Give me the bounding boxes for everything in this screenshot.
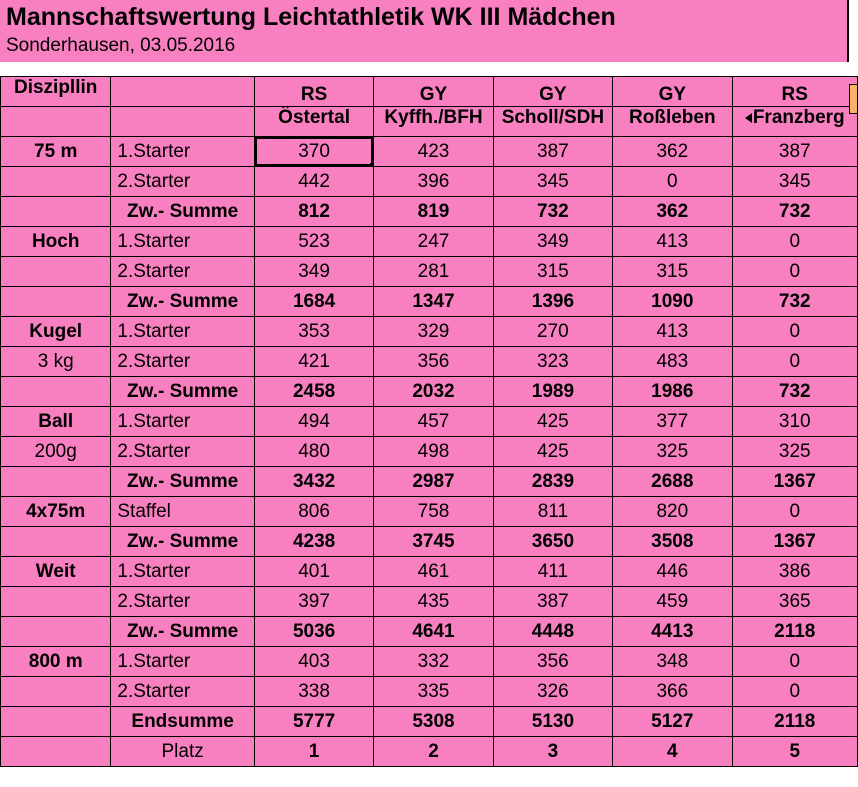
cell-value[interactable]: 326 [493, 677, 612, 707]
cell-value[interactable]: 1367 [732, 527, 858, 557]
cell-value[interactable]: 332 [374, 647, 493, 677]
cell-value[interactable]: 421 [254, 347, 373, 377]
cell-value[interactable]: 3650 [493, 527, 612, 557]
cell-value[interactable]: 498 [374, 437, 493, 467]
cell-value[interactable]: 310 [732, 407, 858, 437]
table-row [1, 437, 858, 467]
table-row [1, 347, 858, 377]
cell-value[interactable]: 403 [254, 647, 373, 677]
cell-value[interactable]: 377 [613, 407, 732, 437]
row-role-label: 1.Starter [111, 227, 255, 257]
results-table [0, 76, 858, 767]
cell-value[interactable]: 820 [613, 497, 732, 527]
cell-value[interactable]: 362 [613, 197, 732, 227]
cell-value[interactable]: 457 [374, 407, 493, 437]
row-role-label: Zw.- Summe [111, 467, 255, 497]
discipline-label: Kugel [1, 317, 111, 347]
cell-value[interactable]: 413 [613, 317, 732, 347]
cell-value[interactable]: 387 [493, 587, 612, 617]
cell-value[interactable]: 335 [374, 677, 493, 707]
cell-value[interactable]: 2032 [374, 377, 493, 407]
cell-value[interactable]: 435 [374, 587, 493, 617]
cell-value[interactable]: 247 [374, 227, 493, 257]
header-team-4-line2: Roßleben [613, 107, 732, 137]
row-role-label: Platz [111, 737, 255, 767]
discipline-label: Hoch [1, 227, 111, 257]
table-row [1, 407, 858, 437]
discipline-label [1, 527, 111, 557]
row-role-label: 1.Starter [111, 647, 255, 677]
cell-value[interactable]: 356 [374, 347, 493, 377]
page-title: Mannschaftswertung Leichtathletik WK III Mädchen [6, 3, 616, 31]
cell-value[interactable]: 2688 [613, 467, 732, 497]
row-role-label: 2.Starter [111, 167, 255, 197]
cell-value[interactable]: 425 [493, 407, 612, 437]
row-role-label: 1.Starter [111, 137, 255, 167]
header-team-3-line1: GY [493, 77, 612, 107]
cell-value[interactable]: 0 [732, 647, 858, 677]
cell-value[interactable]: 365 [732, 587, 858, 617]
cell-value[interactable]: 3508 [613, 527, 732, 557]
cell-value[interactable]: 329 [374, 317, 493, 347]
table-row [1, 167, 858, 197]
table-header-row-1 [1, 77, 858, 107]
cell-value[interactable]: 325 [732, 437, 858, 467]
cell-value[interactable]: 397 [254, 587, 373, 617]
discipline-label: 75 m [1, 137, 111, 167]
cell-value[interactable]: 2 [374, 737, 493, 767]
cell-value[interactable]: 3432 [254, 467, 373, 497]
page-subtitle: Sonderhausen, 03.05.2016 [6, 35, 236, 56]
cell-value[interactable]: 353 [254, 317, 373, 347]
cell-value[interactable]: 356 [493, 647, 612, 677]
discipline-label [1, 677, 111, 707]
spacer-row [0, 62, 858, 76]
cell-value[interactable]: 3745 [374, 527, 493, 557]
discipline-label: Weit [1, 557, 111, 587]
cell-value[interactable]: 413 [613, 227, 732, 257]
row-role-label: 1.Starter [111, 317, 255, 347]
header-team-1-line2: Östertal [254, 107, 373, 137]
cell-value[interactable]: 0 [613, 167, 732, 197]
cell-value[interactable]: 732 [732, 377, 858, 407]
header-role-blank-2 [111, 107, 255, 137]
cell-value[interactable]: 494 [254, 407, 373, 437]
discipline-label [1, 257, 111, 287]
cell-value[interactable]: 0 [732, 497, 858, 527]
cell-value[interactable]: 4238 [254, 527, 373, 557]
cell-value[interactable]: 461 [374, 557, 493, 587]
cell-value[interactable]: 5 [732, 737, 858, 767]
table-row [1, 257, 858, 287]
cell-value[interactable]: 2987 [374, 467, 493, 497]
table-row [1, 377, 858, 407]
table-row [1, 227, 858, 257]
table-body [1, 137, 858, 767]
cell-value[interactable]: 0 [732, 227, 858, 257]
cell-value[interactable]: 370 [254, 137, 373, 167]
cell-value[interactable]: 401 [254, 557, 373, 587]
discipline-label [1, 587, 111, 617]
row-role-label: Zw.- Summe [111, 617, 255, 647]
cell-value[interactable]: 819 [374, 197, 493, 227]
cell-value[interactable]: 806 [254, 497, 373, 527]
header-team-5-line2 [732, 107, 858, 137]
header-discipline-blank [1, 107, 111, 137]
row-role-label: 2.Starter [111, 677, 255, 707]
header-team-5-line1: RS [732, 77, 858, 107]
cell-value[interactable]: 5777 [254, 707, 373, 737]
row-role-label: 2.Starter [111, 587, 255, 617]
cell-value[interactable]: 4448 [493, 617, 612, 647]
discipline-label [1, 707, 111, 737]
discipline-label [1, 617, 111, 647]
cell-value[interactable]: 411 [493, 557, 612, 587]
discipline-label: 800 m [1, 647, 111, 677]
header-discipline: Diszipllin [1, 77, 111, 107]
cut-off-column-strip [849, 84, 858, 114]
cell-value[interactable]: 2458 [254, 377, 373, 407]
discipline-label [1, 377, 111, 407]
cell-value[interactable]: 758 [374, 497, 493, 527]
cell-value[interactable]: 0 [732, 347, 858, 377]
header-team-2-line1: GY [374, 77, 493, 107]
cell-value[interactable]: 1367 [732, 467, 858, 497]
table-row [1, 737, 858, 767]
row-role-label: Zw.- Summe [111, 377, 255, 407]
cell-value[interactable]: 812 [254, 197, 373, 227]
discipline-label [1, 467, 111, 497]
row-role-label: 1.Starter [111, 407, 255, 437]
cell-value[interactable]: 1347 [374, 287, 493, 317]
discipline-label [1, 737, 111, 767]
row-role-label: Zw.- Summe [111, 197, 255, 227]
cell-value[interactable]: 1986 [613, 377, 732, 407]
cell-value[interactable]: 732 [493, 197, 612, 227]
cell-value[interactable]: 315 [613, 257, 732, 287]
cell-value[interactable]: 2839 [493, 467, 612, 497]
discipline-label: 4x75m [1, 497, 111, 527]
row-role-label: Zw.- Summe [111, 287, 255, 317]
header-team-5-line2-text: Franzberg [752, 107, 845, 128]
table-row [1, 677, 858, 707]
cell-value[interactable]: 0 [732, 677, 858, 707]
cell-value[interactable]: 480 [254, 437, 373, 467]
cell-value[interactable]: 1 [254, 737, 373, 767]
table-row [1, 647, 858, 677]
cell-value[interactable]: 5127 [613, 707, 732, 737]
cell-value[interactable]: 362 [613, 137, 732, 167]
cell-value[interactable]: 2118 [732, 707, 858, 737]
cell-value[interactable]: 425 [493, 437, 612, 467]
cell-value[interactable]: 338 [254, 677, 373, 707]
cell-value[interactable]: 523 [254, 227, 373, 257]
cut-marker-icon [745, 113, 752, 123]
cell-value[interactable]: 345 [732, 167, 858, 197]
cell-value[interactable]: 387 [732, 137, 858, 167]
table-row [1, 557, 858, 587]
cell-value[interactable]: 4413 [613, 617, 732, 647]
row-role-label: Endsumme [111, 707, 255, 737]
table-row [1, 497, 858, 527]
cell-value[interactable]: 459 [613, 587, 732, 617]
row-role-label: 1.Starter [111, 557, 255, 587]
cell-value[interactable]: 423 [374, 137, 493, 167]
cell-value[interactable]: 0 [732, 317, 858, 347]
cell-value[interactable]: 366 [613, 677, 732, 707]
cell-value[interactable]: 4641 [374, 617, 493, 647]
discipline-label: Ball [1, 407, 111, 437]
cell-value[interactable]: 446 [613, 557, 732, 587]
cell-value[interactable]: 5130 [493, 707, 612, 737]
header-team-4-line1: GY [613, 77, 732, 107]
table-row [1, 707, 858, 737]
table-row [1, 287, 858, 317]
cell-value[interactable]: 483 [613, 347, 732, 377]
cell-value[interactable]: 1396 [493, 287, 612, 317]
discipline-sublabel: 200g [1, 437, 111, 467]
header-role-blank [111, 77, 255, 107]
cell-value[interactable]: 5308 [374, 707, 493, 737]
table-row [1, 527, 858, 557]
header-team-3-line2: Scholl/SDH [493, 107, 612, 137]
table-row [1, 587, 858, 617]
cell-value[interactable]: 3 [493, 737, 612, 767]
cell-value[interactable]: 349 [493, 227, 612, 257]
cell-value[interactable]: 348 [613, 647, 732, 677]
cell-value[interactable]: 270 [493, 317, 612, 347]
cell-value[interactable]: 5036 [254, 617, 373, 647]
cell-value[interactable]: 349 [254, 257, 373, 287]
row-role-label: Staffel [111, 497, 255, 527]
cell-value[interactable]: 387 [493, 137, 612, 167]
table-header-row-2 [1, 107, 858, 137]
discipline-label [1, 287, 111, 317]
table-row [1, 467, 858, 497]
header-team-2-line2: Kyffh./BFH [374, 107, 493, 137]
cell-value[interactable]: 1989 [493, 377, 612, 407]
row-role-label: 2.Starter [111, 257, 255, 287]
cell-value[interactable]: 1684 [254, 287, 373, 317]
table-row [1, 197, 858, 227]
table-row [1, 137, 858, 167]
table-row [1, 317, 858, 347]
cell-value[interactable]: 732 [732, 197, 858, 227]
cell-value[interactable]: 732 [732, 287, 858, 317]
row-role-label: 2.Starter [111, 437, 255, 467]
cell-value[interactable]: 4 [613, 737, 732, 767]
discipline-sublabel: 3 kg [1, 347, 111, 377]
cell-value[interactable]: 386 [732, 557, 858, 587]
cell-value[interactable]: 0 [732, 257, 858, 287]
row-role-label: 2.Starter [111, 347, 255, 377]
title-band [0, 0, 849, 62]
cell-value[interactable]: 325 [613, 437, 732, 467]
cell-value[interactable]: 1090 [613, 287, 732, 317]
discipline-label [1, 167, 111, 197]
cell-value[interactable]: 323 [493, 347, 612, 377]
discipline-label [1, 197, 111, 227]
cell-value[interactable]: 2118 [732, 617, 858, 647]
header-team-1-line1: RS [254, 77, 373, 107]
table-row [1, 617, 858, 647]
row-role-label: Zw.- Summe [111, 527, 255, 557]
cell-value[interactable]: 442 [254, 167, 373, 197]
cell-value[interactable]: 281 [374, 257, 493, 287]
cell-value[interactable]: 345 [493, 167, 612, 197]
cell-value[interactable]: 315 [493, 257, 612, 287]
cell-value[interactable]: 811 [493, 497, 612, 527]
cell-value[interactable]: 396 [374, 167, 493, 197]
